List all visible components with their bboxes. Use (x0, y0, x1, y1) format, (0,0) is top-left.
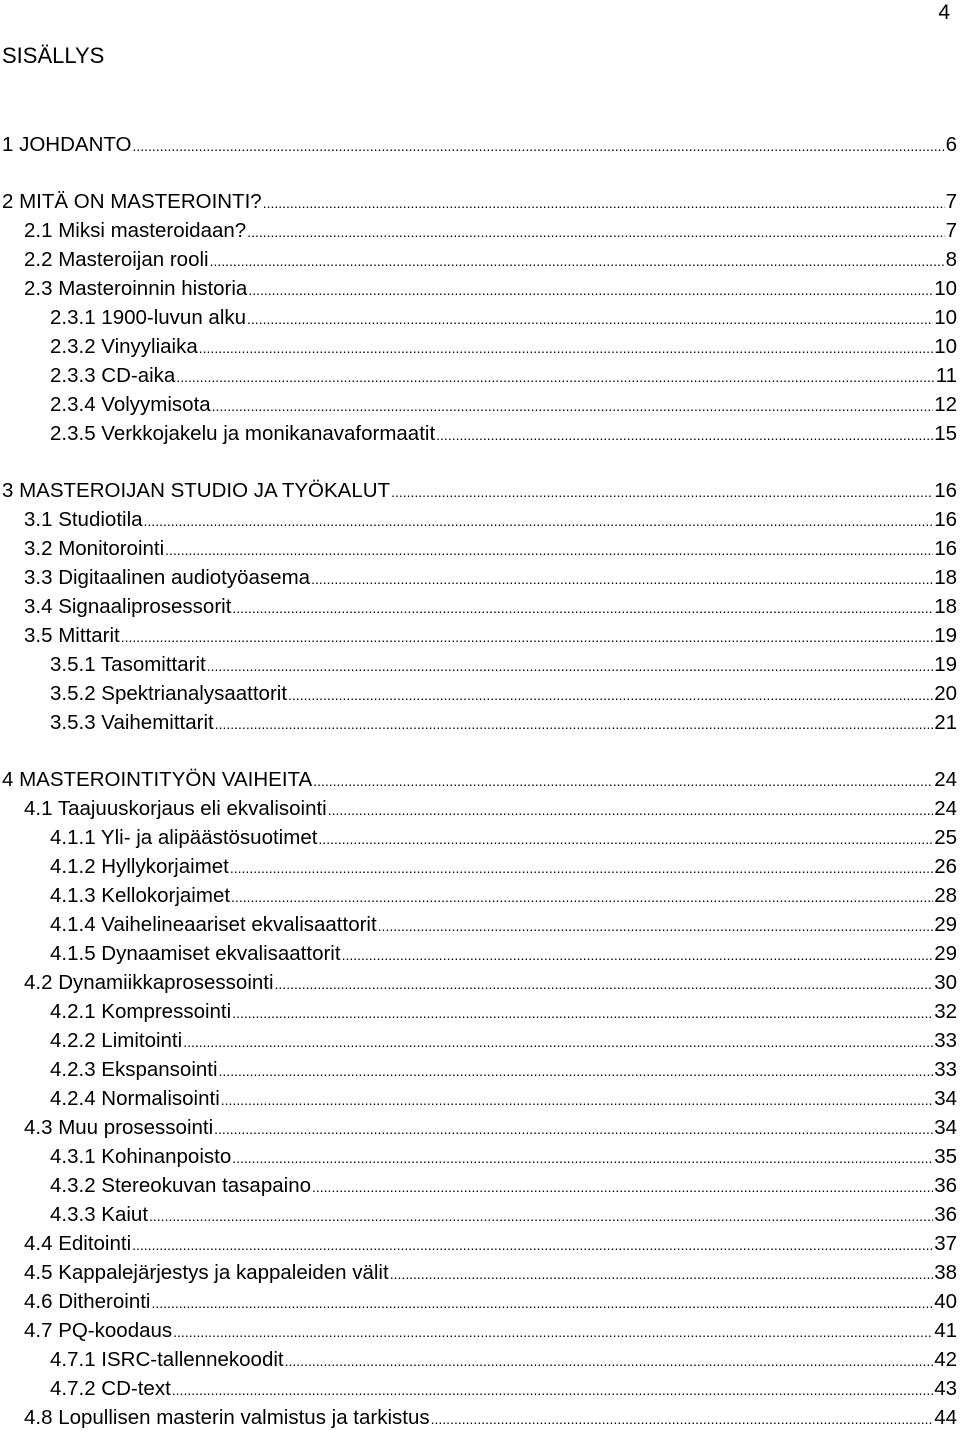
toc-entry-page: 29 (934, 913, 957, 936)
toc-entry-title: 3.3 Digitaalinen audiotyöasema (24, 566, 311, 589)
dot-leader (285, 1347, 934, 1376)
toc-entry[interactable] (0, 1374, 960, 1403)
toc-entry-page: 30 (934, 971, 957, 994)
toc-entry[interactable] (0, 1403, 960, 1432)
toc-entry[interactable] (0, 1316, 960, 1345)
toc-entry-title: 3.5.3 Vaihemittarit (50, 711, 214, 734)
toc-entry[interactable] (0, 592, 960, 621)
toc-entry-title: 2.3.3 CD-aika (50, 364, 176, 387)
toc-entry-title: 4.1.4 Vaihelineaariset ekvalisaattorit (50, 913, 377, 936)
toc-entry[interactable] (0, 794, 960, 823)
toc-entry-title: 4.7.1 ISRC-tallennekoodit (50, 1348, 284, 1371)
toc-entry[interactable] (0, 650, 960, 679)
toc-entry[interactable] (0, 1113, 960, 1142)
toc-entry[interactable] (0, 361, 960, 390)
dot-leader (232, 999, 933, 1028)
dot-leader (149, 1202, 933, 1231)
toc-entry[interactable] (0, 1345, 960, 1374)
toc-entry-page: 36 (934, 1203, 957, 1226)
dot-leader (247, 218, 944, 247)
toc-entry-page: 25 (934, 826, 957, 849)
toc-entry-page: 35 (934, 1145, 957, 1168)
toc-entry-title: 4.2.1 Kompressointi (50, 1000, 232, 1023)
dot-leader (288, 681, 933, 710)
toc-entry-page: 10 (934, 335, 957, 358)
dot-leader (431, 1405, 934, 1434)
toc-entry-title: 1 JOHDANTO (2, 133, 132, 156)
dot-leader (313, 767, 933, 796)
toc-entry[interactable] (0, 852, 960, 881)
toc-entry[interactable] (0, 187, 960, 216)
toc-entry[interactable] (0, 1171, 960, 1200)
toc-entry[interactable] (0, 1258, 960, 1287)
toc-entry-page: 12 (934, 393, 957, 416)
toc-entry-page: 8 (945, 248, 957, 271)
toc-group (0, 765, 960, 1432)
dot-leader (231, 883, 933, 912)
toc-entry[interactable] (0, 390, 960, 419)
toc-entry-title: 2.1 Miksi masteroidaan? (24, 219, 247, 242)
toc-entry-title: 4.1.1 Yli- ja alipäästösuotimet (50, 826, 318, 849)
toc-entry[interactable] (0, 1026, 960, 1055)
toc-entry-page: 6 (945, 133, 957, 156)
toc-entry-page: 28 (934, 884, 957, 907)
dot-leader (275, 970, 934, 999)
toc-entry-title: 2.3.5 Verkkojakelu ja monikanavaformaatit (50, 422, 436, 445)
toc-heading: SISÄLLYS (2, 43, 105, 68)
toc-entry-page: 44 (934, 1406, 957, 1429)
dot-leader (232, 594, 933, 623)
toc-entry-title: 2.3.1 1900-luvun alku (50, 306, 247, 329)
toc-entry[interactable] (0, 881, 960, 910)
toc-entry-title: 4.1.3 Kellokorjaimet (50, 884, 231, 907)
toc-entry-page: 26 (934, 855, 957, 878)
toc-group (0, 476, 960, 737)
toc-entry-title: 2.2 Masteroijan rooli (24, 248, 209, 271)
dot-leader (214, 1115, 933, 1144)
dot-leader (247, 305, 933, 334)
dot-leader (378, 912, 934, 941)
toc-entry-title: 4.7 PQ-koodaus (24, 1319, 173, 1342)
toc-entry-title: 2.3 Masteroinnin historia (24, 277, 248, 300)
toc-entry[interactable] (0, 1287, 960, 1316)
toc-entry-title: 3.5.1 Tasomittarit (50, 653, 206, 676)
dot-leader (212, 392, 934, 421)
toc-entry-title: 4.2 Dynamiikkaprosessointi (24, 971, 274, 994)
toc-entry[interactable] (0, 245, 960, 274)
toc-entry[interactable] (0, 216, 960, 245)
dot-leader (207, 652, 933, 681)
dot-leader (311, 565, 933, 594)
dot-leader (232, 1144, 933, 1173)
dot-leader (328, 796, 933, 825)
dot-leader (165, 536, 933, 565)
toc-entry-title: 4.5 Kappalejärjestys ja kappaleiden välit (24, 1261, 389, 1284)
toc-entry-page: 16 (934, 537, 957, 560)
dot-leader (199, 334, 933, 363)
dot-leader (121, 623, 933, 652)
toc-entry-title: 4.4 Editointi (24, 1232, 132, 1255)
toc-entry-title: 3 MASTEROIJAN STUDIO JA TYÖKALUT (2, 479, 391, 502)
toc-entry-page: 33 (934, 1029, 957, 1052)
toc-entry-page: 37 (934, 1232, 957, 1255)
toc-entry-page: 16 (934, 479, 957, 502)
toc-entry-page: 18 (934, 595, 957, 618)
toc-entry-title: 3.4 Signaaliprosessorit (24, 595, 232, 618)
toc-entry-title: 4.2.3 Ekspansointi (50, 1058, 218, 1081)
toc-entry-page: 24 (934, 797, 957, 820)
toc-entry-title: 4.2.4 Normalisointi (50, 1087, 220, 1110)
dot-leader (342, 941, 934, 970)
toc-entry[interactable] (0, 1055, 960, 1084)
toc-group (0, 187, 960, 448)
toc-entry-title: 3.1 Studiotila (24, 508, 143, 531)
toc-entry-title: 2.3.2 Vinyyliaika (50, 335, 198, 358)
toc-entry-page: 43 (934, 1377, 957, 1400)
toc-entry[interactable] (0, 1200, 960, 1229)
toc-entry-page: 10 (934, 306, 957, 329)
toc-entry[interactable] (0, 997, 960, 1026)
toc-entry-page: 36 (934, 1174, 957, 1197)
toc-entry[interactable] (0, 130, 960, 159)
dot-leader (183, 1028, 933, 1057)
toc-entry-page: 38 (934, 1261, 957, 1284)
dot-leader (172, 1376, 933, 1405)
toc-entry-title: 3.5.2 Spektrianalysaattorit (50, 682, 288, 705)
dot-leader (132, 132, 944, 161)
dot-leader (210, 247, 945, 276)
dot-leader (436, 421, 933, 450)
toc-entry-title: 3.5 Mittarit (24, 624, 120, 647)
toc-entry[interactable] (0, 534, 960, 563)
toc-entry[interactable] (0, 939, 960, 968)
toc-entry-page: 41 (934, 1319, 957, 1342)
toc-entry-title: 4.8 Lopullisen masterin valmistus ja tarkistus (24, 1406, 430, 1429)
dot-leader (215, 710, 933, 739)
toc-entry-title: 4.3.1 Kohinanpoisto (50, 1145, 232, 1168)
toc-entry-page: 10 (934, 277, 957, 300)
toc-entry-page: 19 (934, 624, 957, 647)
toc-entry-title: 4.1.2 Hyllykorjaimet (50, 855, 229, 878)
dot-leader (132, 1231, 933, 1260)
dot-leader (390, 1260, 934, 1289)
toc-entry-page: 34 (934, 1087, 957, 1110)
toc-entry-page: 34 (934, 1116, 957, 1139)
toc-entry-title: 4.3.2 Stereokuvan tasapaino (50, 1174, 311, 1197)
toc-entry-page: 7 (945, 190, 957, 213)
dot-leader (248, 276, 933, 305)
dot-leader (263, 189, 945, 218)
toc-entry[interactable] (0, 708, 960, 737)
toc-entry[interactable] (0, 621, 960, 650)
toc-group (0, 130, 960, 159)
toc-entry-title: 4.3 Muu prosessointi (24, 1116, 214, 1139)
dot-leader (176, 363, 934, 392)
toc-entry[interactable] (0, 476, 960, 505)
toc-entry-title: 2.3.4 Volyymisota (50, 393, 211, 416)
toc-entry-page: 29 (934, 942, 957, 965)
toc-entry-title: 4.1.5 Dynaamiset ekvalisaattorit (50, 942, 341, 965)
page-number: 4 (938, 1, 950, 24)
toc-entry-page: 32 (934, 1000, 957, 1023)
dot-leader (312, 1173, 933, 1202)
toc-entry[interactable] (0, 679, 960, 708)
dot-leader (151, 1289, 933, 1318)
toc-entry-page: 24 (934, 768, 957, 791)
toc-entry-title: 4.3.3 Kaiut (50, 1203, 149, 1226)
toc-entry-page: 42 (934, 1348, 957, 1371)
toc-entry-page: 40 (934, 1290, 957, 1313)
toc-entry-page: 15 (934, 422, 957, 445)
toc-entry[interactable] (0, 563, 960, 592)
toc-entry-title: 2 MITÄ ON MASTEROINTI? (2, 190, 262, 213)
toc-entry[interactable] (0, 910, 960, 939)
dot-leader (221, 1086, 933, 1115)
toc-entry-page: 16 (934, 508, 957, 531)
toc-entry-title: 4.1 Taajuuskorjaus eli ekvalisointi (24, 797, 327, 820)
toc-entry[interactable] (0, 1229, 960, 1258)
toc-entry[interactable] (0, 968, 960, 997)
toc-entry-page: 11 (935, 364, 957, 387)
dot-leader (219, 1057, 934, 1086)
toc-entry[interactable] (0, 274, 960, 303)
dot-leader (230, 854, 933, 883)
toc-entry-page: 18 (934, 566, 957, 589)
toc-entry-title: 3.2 Monitorointi (24, 537, 165, 560)
toc-entry-title: 4.2.2 Limitointi (50, 1029, 183, 1052)
toc-entry[interactable] (0, 1142, 960, 1171)
toc-entry-page: 7 (945, 219, 957, 242)
toc-entry[interactable] (0, 505, 960, 534)
toc-entry-page: 21 (934, 711, 957, 734)
toc-entry-page: 20 (934, 682, 957, 705)
toc-entry[interactable] (0, 823, 960, 852)
dot-leader (318, 825, 933, 854)
toc-entry-page: 33 (934, 1058, 957, 1081)
toc-entry[interactable] (0, 1084, 960, 1113)
toc-entry[interactable] (0, 419, 960, 448)
toc-entry-title: 4.6 Ditherointi (24, 1290, 151, 1313)
toc-entry-title: 4 MASTEROINTITYÖN VAIHEITA (2, 768, 313, 791)
dot-leader (391, 478, 933, 507)
toc-entry[interactable] (0, 332, 960, 361)
toc-entry[interactable] (0, 303, 960, 332)
dot-leader (173, 1318, 933, 1347)
toc-entry-page: 19 (934, 653, 957, 676)
toc-entry[interactable] (0, 765, 960, 794)
dot-leader (144, 507, 934, 536)
toc-entry-title: 4.7.2 CD-text (50, 1377, 171, 1400)
table-of-contents (0, 130, 960, 1432)
